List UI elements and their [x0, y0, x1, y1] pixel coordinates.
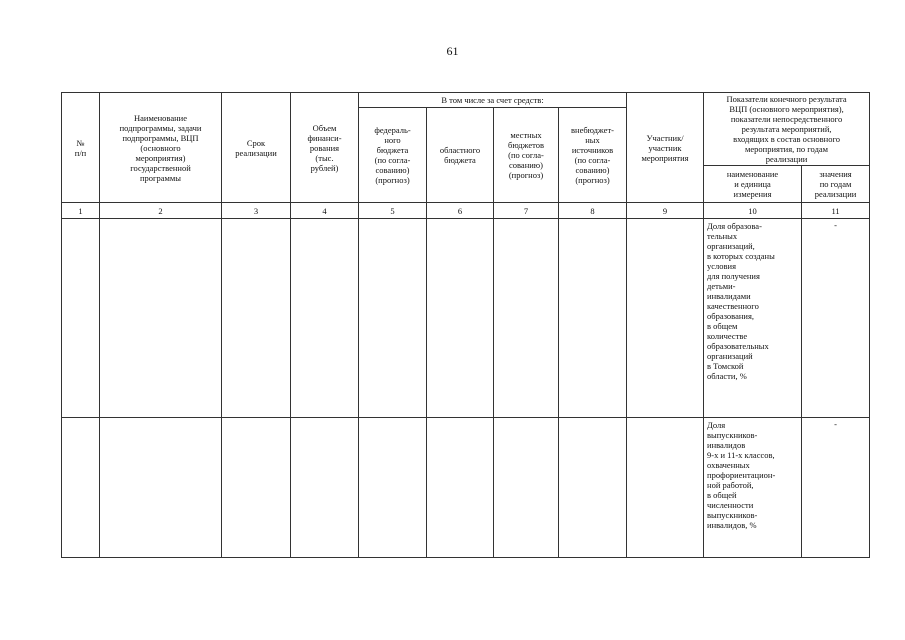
header-cell-indicator-name: наименование и единица измерения: [704, 166, 802, 203]
table-cell-name: [100, 418, 222, 558]
header-cell-local: местных бюджетов (по согла- сованию) (прогноз): [494, 108, 559, 203]
header-cell-regional: областного бюджета: [427, 108, 494, 203]
table-cell-number: [62, 219, 100, 418]
table-cell-regional: [427, 219, 494, 418]
header-cell-participant: Участник/ участник мероприятия: [627, 93, 704, 203]
column-number: 10: [704, 203, 802, 219]
table-cell-indicator-value: -: [802, 418, 870, 558]
header-row-1: [62, 93, 870, 108]
column-number: 3: [222, 203, 291, 219]
table-cell-number: [62, 418, 100, 558]
table-cell-funding-volume: [291, 418, 359, 558]
column-number: 7: [494, 203, 559, 219]
column-number: 6: [427, 203, 494, 219]
column-number: 2: [100, 203, 222, 219]
table-cell-indicator-name: Доля выпускников- инвалидов 9-х и 11-х классов, охваченных профориентацион- ной работой, в общей численности выпускников- инвалидов, %: [704, 418, 802, 558]
header-cell-federal: федераль- ного бюджета (по согла- сованию) (прогноз): [359, 108, 427, 203]
table-row: [62, 418, 870, 558]
header-cell-name: Наименование подпрограммы, задачи подпрограммы, ВЦП (основного мероприятия) государственной программы: [100, 93, 222, 203]
header-cell-number: № п/п: [62, 93, 100, 203]
header-cell-period: Срок реализации: [222, 93, 291, 203]
column-number: 8: [559, 203, 627, 219]
table-cell-participant: [627, 418, 704, 558]
header-cell-extrabudgetary: внебюджет- ных источников (по согла- сованию) (прогноз): [559, 108, 627, 203]
table-cell-local: [494, 418, 559, 558]
column-number-row: [62, 203, 870, 219]
table-cell-funding-volume: [291, 219, 359, 418]
column-number: 1: [62, 203, 100, 219]
table-cell-period: [222, 219, 291, 418]
program-table: [61, 92, 870, 558]
header-cell-funding-volume: Объем финанси- рования (тыс. рублей): [291, 93, 359, 203]
column-number: 9: [627, 203, 704, 219]
table-cell-name: [100, 219, 222, 418]
column-number: 11: [802, 203, 870, 219]
table-row: [62, 219, 870, 418]
header-cell-indicator-values: значения по годам реализации: [802, 166, 870, 203]
page-number: 61: [446, 44, 459, 58]
column-number: 4: [291, 203, 359, 219]
header-cell-funding-group: В том числе за счет средств:: [359, 93, 627, 108]
table-cell-indicator-name: Доля образова- тельных организаций, в которых созданы условия для получения детьми- инвалидами качественного образования, в общем количестве образовательных организаций в Томской области, %: [704, 219, 802, 418]
table-cell-regional: [427, 418, 494, 558]
table-cell-participant: [627, 219, 704, 418]
header-cell-indicators-group: Показатели конечного результата ВЦП (основного мероприятия), показатели непосредственного результата мероприятий, входящих в состав основного мероприятия, по годам реализации: [704, 93, 870, 166]
table-cell-extrabudgetary: [559, 219, 627, 418]
table-cell-federal: [359, 219, 427, 418]
column-number: 5: [359, 203, 427, 219]
table-cell-federal: [359, 418, 427, 558]
table-cell-period: [222, 418, 291, 558]
table-cell-local: [494, 219, 559, 418]
table-cell-indicator-value: -: [802, 219, 870, 418]
table-cell-extrabudgetary: [559, 418, 627, 558]
